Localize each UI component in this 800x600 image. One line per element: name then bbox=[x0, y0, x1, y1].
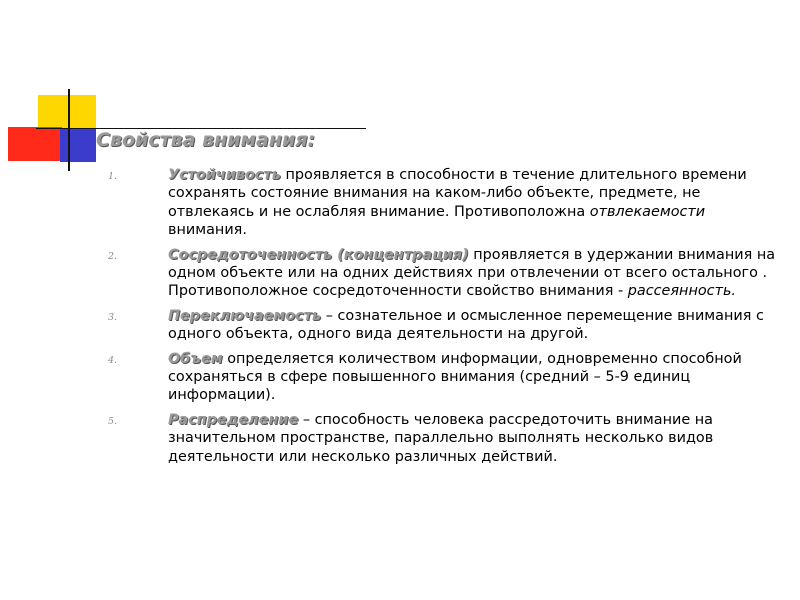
list-number: 5. bbox=[108, 415, 118, 427]
item-text: – способность человека рассредоточить внимание на значительном пространстве, параллельно выполнять несколько видов деятельности или несколько различных действий. bbox=[168, 411, 714, 465]
list-number: 3. bbox=[108, 311, 118, 323]
red-square-decoration bbox=[8, 127, 62, 161]
list-number: 1. bbox=[108, 171, 118, 182]
slide-title: Свойства внимания: bbox=[96, 129, 316, 151]
list-item bbox=[108, 307, 784, 344]
list-number: 2. bbox=[108, 250, 118, 262]
item-emphasis: отвлекаемости bbox=[589, 203, 706, 220]
list-item bbox=[108, 246, 784, 301]
item-emphasis: рассеянность. bbox=[627, 283, 737, 300]
term-label: Устойчивость bbox=[168, 167, 281, 183]
list-item bbox=[108, 166, 784, 240]
blue-square-decoration bbox=[60, 128, 96, 162]
item-text: проявляется в способности в течение длительного времени сохранять состояние внимания на каком-либо объекте, предмете, не отвлекаясь и не ослабляя внимание. Противоположна bbox=[168, 167, 747, 220]
item-text: определяется количеством информации, одновременно способной сохраняться в сфере повышенного внимания (средний – 5-9 единиц информации). bbox=[168, 350, 742, 404]
item-text: проявляется в удержании внимания на одном объекте или на одних действиях при отвлечении от всего остального . Противоположное сосредоточенности свойство внимания - bbox=[168, 246, 776, 300]
list-number: 4. bbox=[108, 354, 118, 366]
list-item bbox=[108, 350, 784, 405]
term-label: Переключаемость bbox=[168, 307, 322, 324]
list-item bbox=[108, 411, 784, 466]
item-text: – сознательное и осмысленное перемещение внимания с одного объекта, одного вида деятельности на другой. bbox=[168, 307, 764, 343]
term-label: Объем bbox=[168, 350, 223, 367]
vertical-line-decoration bbox=[68, 89, 70, 171]
property-list bbox=[108, 166, 784, 472]
term-label: Распределение bbox=[168, 411, 299, 428]
item-text-end: внимания. bbox=[168, 222, 247, 239]
term-label: Сосредоточенность (концентрация) bbox=[168, 246, 469, 263]
